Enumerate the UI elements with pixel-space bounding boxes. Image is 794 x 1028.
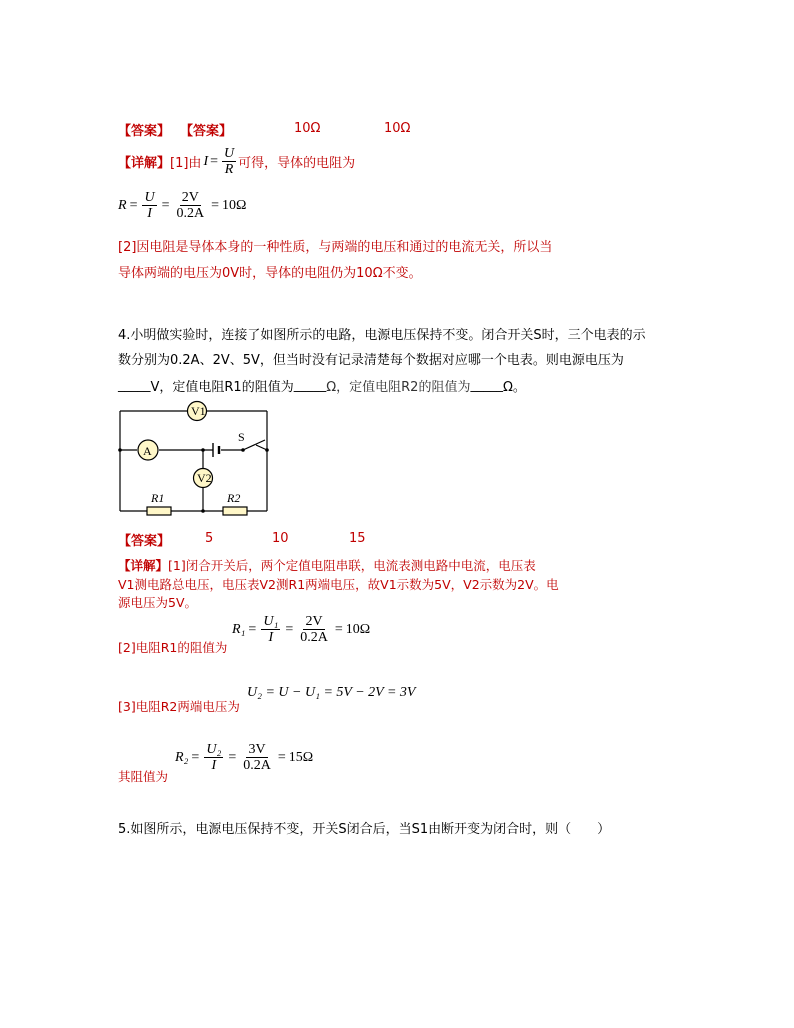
answer-tag: 【答案】 (118, 124, 171, 139)
answer-value: 10 (272, 531, 289, 546)
circuit-diagram (115, 400, 285, 522)
svg-text:S: S (238, 430, 245, 444)
question-text: 5.如图所示，电源电压保持不变，开关S闭合后，当S1由断开变为闭合时，则（ ） (118, 822, 611, 837)
answer-tag: 【答案】 (180, 124, 233, 139)
answer-blank: _____ (118, 378, 151, 393)
detail-text: [3]电阻R2两端电压为 (118, 699, 240, 714)
detail-text: 导体两端的电压为0V时，导体的电阻仍为10Ω不变。 (118, 266, 422, 281)
answer-value: 15 (349, 531, 366, 546)
resistor-r1-icon (147, 507, 171, 515)
detail-text: 源电压为5V。 (118, 595, 198, 610)
detail-text: [2]因电阻是导体本身的一种性质，与两端的电压和通过的电流无关，所以当 (118, 240, 553, 255)
answer-tag: 【答案】 (118, 534, 171, 549)
svg-text:R1: R1 (151, 491, 165, 505)
detail-text: [1]闭合开关后，两个定值电阻串联，电流表测电路中电流，电压表 (168, 558, 536, 573)
answer-blank: _____ (293, 378, 327, 393)
ohm-formula-fraction: $\frac{U}{R}$ (224, 146, 235, 177)
r2-equation: R₂ = $\frac{\text{U₂}}{I}$ = $\frac{3V}{0.2A}$ = 15Ω (175, 742, 314, 773)
answer-blank: _____ (470, 378, 503, 393)
svg-text:V2: V2 (197, 471, 212, 485)
answer-value: 10Ω (294, 121, 321, 136)
svg-text:R2: R2 (227, 491, 241, 505)
answer-value: 10Ω (384, 121, 411, 136)
detail-line: 【详解】 [1]由 I = $\frac{U}{R}$ 可得，导体的电阻为 (118, 146, 356, 177)
svg-text:A: A (143, 444, 152, 458)
resistance-equation: R = $\frac{U}{I}$ = $\frac{2V}{0.2A}$ = 10Ω (118, 190, 247, 221)
detail-text: V1测电路总电压，电压表V2测R1两端电压，故V1示数为5V，V2示数为2V。电 (118, 577, 559, 592)
detail-line (118, 556, 536, 574)
u2-equation: U₂ = U − U₁ = 5V − 2V = 3V (247, 685, 416, 700)
detail-text: 可得，导体的电阻为 (238, 156, 356, 171)
detail-tag: 【详解】 (118, 156, 171, 171)
question-text: _____ V，定值电阻R1的阻值为 _____ Ω，定值电阻R2的阻值为 _____ Ω。 (118, 378, 526, 395)
detail-text: [2]电阻R1的阻值为 (118, 640, 228, 655)
r1-equation: R₁ = $\frac{\text{U₁}}{I}$ = $\frac{2V}{0.2A}$ = 10Ω (232, 614, 371, 645)
svg-text:V1: V1 (191, 404, 206, 418)
answer-value: 5 (205, 531, 214, 546)
resistor-r2-icon (223, 507, 247, 515)
question-text: 4.小明做实验时，连接了如图所示的电路，电源电压保持不变。闭合开关S时，三个电表的示 (118, 328, 646, 343)
detail-text: 其阻值为 (118, 769, 169, 784)
ohm-formula-lhs: I (203, 153, 209, 169)
question-text: 数分别为0.2A、2V、5V，但当时没有记录清楚每个数据对应哪一个电表。则电源电压为 (118, 353, 624, 368)
detail-text: [1]由 (170, 156, 202, 171)
detail-tag: 【详解】 (118, 558, 169, 573)
